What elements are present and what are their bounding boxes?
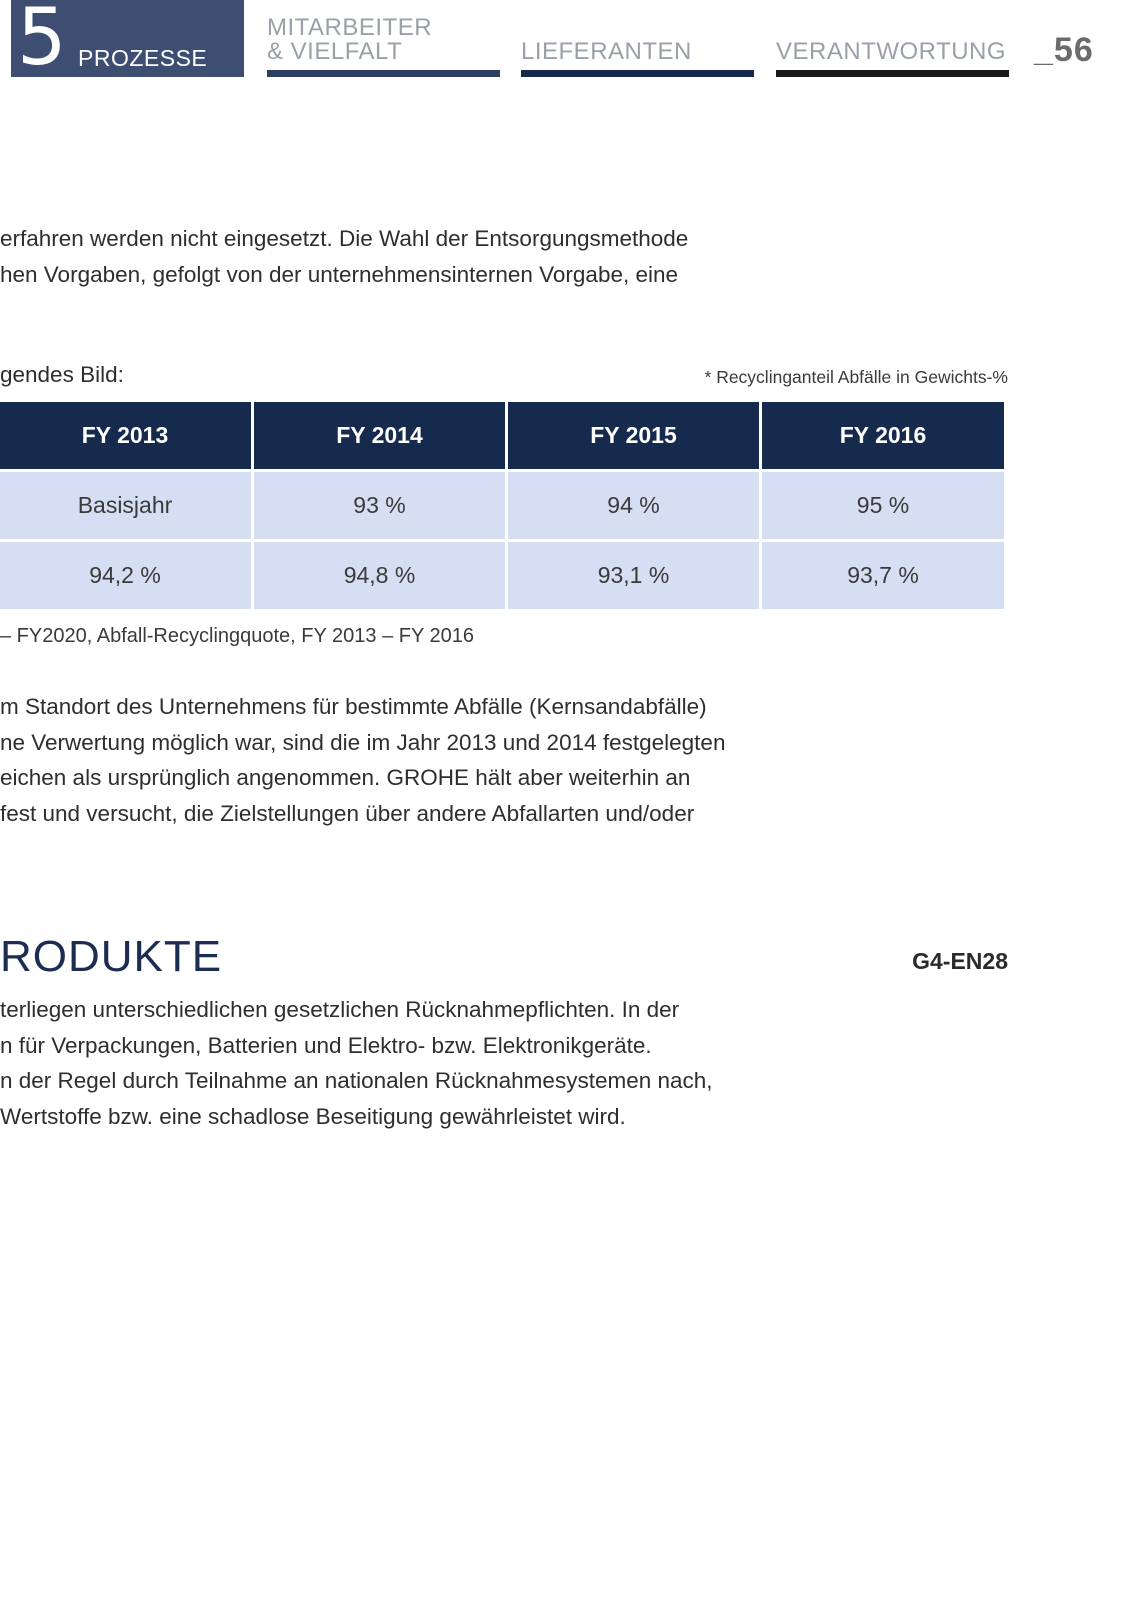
- tab-verantwortung-underline: [776, 70, 1009, 77]
- recycling-table: [0, 399, 1007, 612]
- header-fy2014: FY 2014: [254, 402, 505, 469]
- table-cell: 93 %: [254, 472, 505, 539]
- table-cell: 93,1 %: [508, 542, 759, 609]
- header-fy2013: FY 2013: [0, 402, 251, 469]
- paragraph-disposal: [0, 221, 688, 292]
- tab-mitarbeiter-vielfalt[interactable]: [267, 0, 500, 77]
- header-fy2016: FY 2016: [762, 402, 1004, 469]
- paragraph-line: n für Verpackungen, Batterien und Elektro- bzw. Elektronikgeräte.: [0, 1032, 652, 1058]
- tab-lieferanten[interactable]: [521, 0, 754, 77]
- tab-lieferanten-label: LIEFERANTEN: [521, 38, 692, 65]
- table-cell: 93,7 %: [762, 542, 1004, 609]
- table-cell: 94,8 %: [254, 542, 505, 609]
- tab-prozesse[interactable]: [11, 0, 244, 77]
- paragraph-line: n der Regel durch Teilnahme an nationalen Rücknahmesystemen nach,: [0, 1068, 713, 1093]
- table-cell: 94 %: [508, 472, 759, 539]
- paragraph-line: fest und versucht, die Zielstellungen über andere Abfallarten und/oder: [0, 800, 695, 826]
- table-caption: – FY2020, Abfall-Recyclingquote, FY 2013 – FY 2016: [0, 625, 475, 647]
- tab-prozesse-label: PROZESSE: [78, 45, 208, 71]
- gri-reference: G4-EN28: [912, 948, 1008, 974]
- table-header-row: [0, 402, 1004, 469]
- tab-verantwortung[interactable]: [776, 0, 1009, 77]
- chapter-number: 5: [17, 0, 67, 77]
- paragraph-line: erfahren werden nicht eingesetzt. Die Wahl der Entsorgungsmethode: [0, 226, 689, 251]
- table-cell: Basisjahr: [0, 472, 251, 539]
- header-fy2015: FY 2015: [508, 402, 759, 469]
- tab-lieferanten-underline: [521, 70, 754, 77]
- tab-verantwortung-label: VERANTWORTUNG: [776, 38, 1007, 65]
- page-number: _56: [1034, 31, 1094, 69]
- paragraph-line: m Standort des Unternehmens für bestimmte Abfälle (Kernsandabfälle): [0, 694, 707, 719]
- table-row: [0, 472, 1004, 539]
- paragraph-line: Wertstoffe bzw. eine schadlose Beseitigung gewährleistet wird.: [0, 1103, 626, 1129]
- paragraph-line: hen Vorgaben, gefolgt von der unternehmensinternen Vorgabe, eine: [0, 261, 679, 287]
- table-cell: 95 %: [762, 472, 1004, 539]
- table-row: [0, 542, 1004, 609]
- paragraph-line: eichen als ursprünglich angenommen. GROHE hält aber weiterhin an: [0, 765, 691, 790]
- section-title-produkte: RODUKTE: [0, 932, 223, 981]
- table-note: * Recyclinganteil Abfälle in Gewichts-%: [704, 367, 1008, 387]
- tab-mitarbeiter-vielfalt-underline: [267, 70, 500, 77]
- paragraph-core-sand: [0, 689, 725, 831]
- paragraph-take-back: [0, 992, 713, 1134]
- paragraph-line: ne Verwertung möglich war, sind die im Jahr 2013 und 2014 festgelegten: [0, 729, 726, 755]
- tab-mitarbeiter-vielfalt-label: MITARBEITER & VIELFALT: [267, 14, 433, 65]
- table-intro: gendes Bild:: [0, 362, 124, 387]
- table-cell: 94,2 %: [0, 542, 251, 609]
- paragraph-line: terliegen unterschiedlichen gesetzlichen Rücknahmepflichten. In der: [0, 997, 680, 1022]
